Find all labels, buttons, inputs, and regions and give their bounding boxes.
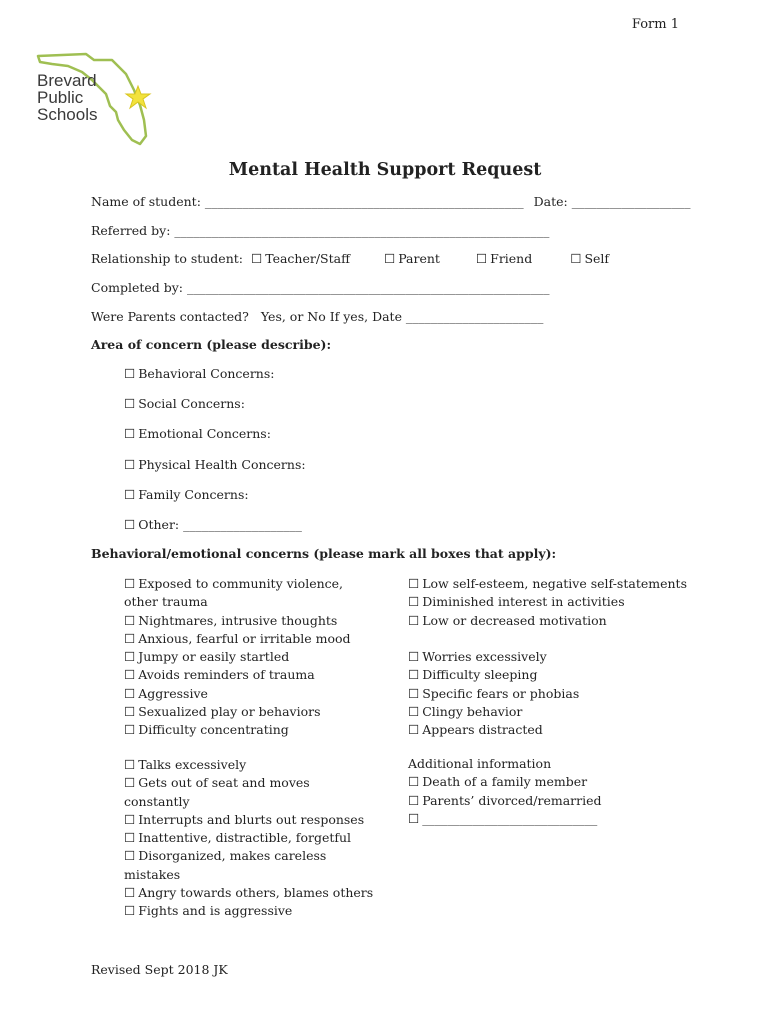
checkbox-icon[interactable]: ☐: [124, 457, 136, 472]
parent-label: Parent: [398, 251, 440, 266]
list-item[interactable]: [408, 575, 687, 593]
list-item[interactable]: [124, 829, 373, 847]
list-item[interactable]: [408, 810, 602, 828]
list-item[interactable]: [124, 774, 373, 792]
checkbox-icon[interactable]: ☐: [124, 517, 136, 532]
list-item[interactable]: [408, 703, 579, 721]
checkbox-self[interactable]: [570, 251, 609, 266]
list-item-continuation: other trauma: [124, 594, 208, 610]
logo-line-2: Public: [37, 88, 84, 107]
list-item-label: Anxious, fearful or irritable mood: [138, 630, 351, 646]
list-item-label: Difficulty sleeping: [422, 667, 538, 683]
list-item[interactable]: [408, 685, 579, 703]
checkbox-icon[interactable]: ☐: [124, 576, 136, 591]
list-item-label: Fights and is aggressive: [138, 903, 293, 919]
list-item-label: Low or decreased motivation: [422, 612, 607, 628]
checkbox-icon[interactable]: ☐: [124, 775, 136, 791]
area-item[interactable]: [124, 366, 274, 381]
relationship-label: Relationship to student:: [91, 251, 243, 266]
student-name-row: [91, 194, 690, 209]
parents-contacted-row: [91, 309, 543, 324]
parents-contacted-label: Were Parents contacted?: [91, 309, 249, 324]
list-item-label: Specific fears or phobias: [422, 685, 580, 701]
logo-line-1: Brevard: [37, 71, 97, 90]
checkbox-teacher[interactable]: [251, 251, 350, 266]
list-item[interactable]: [408, 792, 602, 810]
completed-by-field[interactable]: Completed by: __________________________________________________________: [91, 280, 550, 295]
area-item-label: Physical Health Concerns:: [138, 457, 306, 472]
logo-line-3: Schools: [37, 105, 98, 124]
area-item-label: Family Concerns:: [138, 487, 249, 502]
revision-footer: Revised Sept 2018 JK: [91, 962, 228, 977]
checkbox-icon[interactable]: ☐: [124, 667, 136, 683]
list-item-label: Avoids reminders of trauma: [138, 667, 315, 683]
checkbox-icon[interactable]: ☐: [124, 830, 136, 846]
behavioral-heading: Behavioral/emotional concerns (please mark all boxes that apply):: [91, 546, 557, 561]
list-item-label: Nightmares, intrusive thoughts: [138, 612, 338, 628]
checkbox-icon[interactable]: ☐: [124, 630, 136, 646]
self-label: Self: [584, 251, 610, 266]
date-field[interactable]: Date: ___________________: [533, 194, 691, 209]
checkbox-icon[interactable]: ☐: [408, 722, 420, 738]
list-item-label: Gets out of seat and moves: [138, 775, 310, 791]
checkbox-icon[interactable]: ☐: [124, 885, 136, 901]
list-item[interactable]: [124, 703, 351, 721]
checkbox-icon[interactable]: ☐: [124, 612, 136, 628]
checkbox-icon[interactable]: ☐: [408, 810, 420, 826]
list-item-label: Clingy behavior: [422, 703, 523, 719]
checkbox-icon[interactable]: ☐: [408, 774, 420, 790]
area-item[interactable]: [124, 517, 302, 532]
list-item[interactable]: [408, 721, 579, 739]
checkbox-icon[interactable]: ☐: [124, 487, 136, 502]
list-item-label: Death of a family member: [422, 774, 588, 790]
additional-info-section: [408, 755, 602, 828]
parents-contacted-answer[interactable]: Yes, or No If yes, Date ______________________: [260, 309, 544, 324]
checkbox-icon[interactable]: ☐: [570, 251, 582, 266]
list-item[interactable]: [124, 666, 351, 684]
list-item[interactable]: [408, 773, 602, 791]
checkbox-icon[interactable]: ☐: [124, 848, 136, 864]
area-item[interactable]: [124, 487, 249, 502]
area-item[interactable]: [124, 426, 271, 441]
teacher-label: Teacher/Staff: [265, 251, 350, 266]
behavioral-right-column: [408, 575, 687, 630]
checkbox-icon[interactable]: ☐: [408, 703, 420, 719]
checkbox-icon[interactable]: ☐: [408, 594, 420, 610]
form-number: Form 1: [631, 17, 679, 32]
list-item[interactable]: [124, 612, 351, 630]
list-item-continuation: mistakes: [124, 866, 181, 882]
list-item-label: Diminished interest in activities: [422, 594, 625, 610]
area-item-label: Behavioral Concerns:: [138, 366, 275, 381]
list-item-label: Appears distracted: [422, 722, 543, 738]
area-item-label: Social Concerns:: [138, 396, 245, 411]
relationship-row: [91, 251, 609, 266]
list-item-label: Inattentive, distractible, forgetful: [138, 830, 352, 846]
checkbox-icon[interactable]: ☐: [408, 612, 420, 628]
friend-label: Friend: [490, 251, 533, 266]
area-item[interactable]: [124, 396, 245, 411]
page-title: Mental Health Support Request: [228, 160, 542, 180]
list-item[interactable]: [124, 648, 351, 666]
list-item[interactable]: [124, 685, 351, 703]
checkbox-icon[interactable]: ☐: [408, 685, 420, 701]
area-item-label: Emotional Concerns:: [138, 426, 271, 441]
list-item[interactable]: [408, 612, 687, 630]
checkbox-icon[interactable]: ☐: [408, 576, 420, 591]
checkbox-icon[interactable]: ☐: [124, 426, 136, 441]
area-of-concern-heading: Area of concern (please describe):: [91, 337, 332, 352]
list-item-label: Low self-esteem, negative self-statements: [422, 576, 687, 591]
checkbox-icon[interactable]: ☐: [124, 757, 136, 772]
checkbox-icon[interactable]: ☐: [124, 685, 136, 701]
area-item-label: Other: ___________________: [138, 517, 302, 532]
referred-by-field[interactable]: Referred by: ____________________________________________________________: [91, 223, 550, 238]
list-item-label: Exposed to community violence,: [138, 576, 344, 591]
list-item-label: Interrupts and blurts out responses: [138, 811, 365, 827]
checkbox-parent[interactable]: [384, 251, 440, 266]
checkbox-icon[interactable]: ☐: [408, 667, 420, 683]
checkbox-icon[interactable]: ☐: [124, 366, 136, 381]
checkbox-icon[interactable]: ☐: [250, 251, 263, 266]
logo-wordmark: [37, 72, 97, 123]
list-item[interactable]: [124, 902, 373, 920]
list-item-label: Difficulty concentrating: [138, 722, 289, 738]
list-item[interactable]: [408, 593, 687, 611]
list-item-label: Jumpy or easily startled: [138, 649, 290, 665]
behavioral-left-column: [124, 575, 351, 740]
list-item[interactable]: [124, 575, 351, 593]
list-item[interactable]: [124, 847, 373, 865]
area-item[interactable]: [124, 457, 306, 472]
behavioral-right-column-2: [408, 648, 579, 739]
list-item-label: Aggressive: [138, 685, 208, 701]
list-item[interactable]: [124, 811, 373, 829]
list-item[interactable]: [408, 648, 579, 666]
additional-info-heading: Additional information: [408, 756, 552, 771]
list-item-label: Worries excessively: [422, 649, 547, 664]
list-item[interactable]: [124, 884, 373, 902]
checkbox-icon[interactable]: ☐: [124, 704, 136, 720]
list-item[interactable]: [408, 666, 579, 684]
list-item[interactable]: [124, 630, 351, 648]
school-logo: [34, 50, 164, 150]
list-item-label: Talks excessively: [138, 757, 247, 772]
list-item-label: Sexualized play or behaviors: [138, 704, 321, 720]
checkbox-icon[interactable]: ☐: [124, 396, 136, 411]
behavioral-left-column-2: [124, 756, 373, 921]
list-item[interactable]: [124, 756, 373, 774]
checkbox-icon[interactable]: ☐: [124, 649, 136, 665]
checkbox-icon[interactable]: ☐: [475, 251, 488, 266]
checkbox-friend[interactable]: [476, 251, 532, 266]
checkbox-icon[interactable]: ☐: [124, 722, 136, 738]
checkbox-icon[interactable]: ☐: [124, 903, 136, 919]
checkbox-icon[interactable]: ☐: [383, 251, 396, 266]
list-item-label: Angry towards others, blames others: [138, 885, 374, 901]
list-item-label: Disorganized, makes careless: [138, 848, 327, 864]
checkbox-icon[interactable]: ☐: [408, 792, 420, 808]
list-item[interactable]: [124, 721, 351, 739]
other-info-field[interactable]: ____________________________: [422, 810, 598, 826]
checkbox-icon[interactable]: ☐: [408, 649, 420, 664]
checkbox-icon[interactable]: ☐: [124, 811, 136, 827]
list-item-continuation: constantly: [124, 793, 190, 809]
list-item-label: Parents’ divorced/remarried: [422, 792, 602, 808]
student-name-field[interactable]: Name of student: ___________________________________________________: [91, 194, 524, 209]
